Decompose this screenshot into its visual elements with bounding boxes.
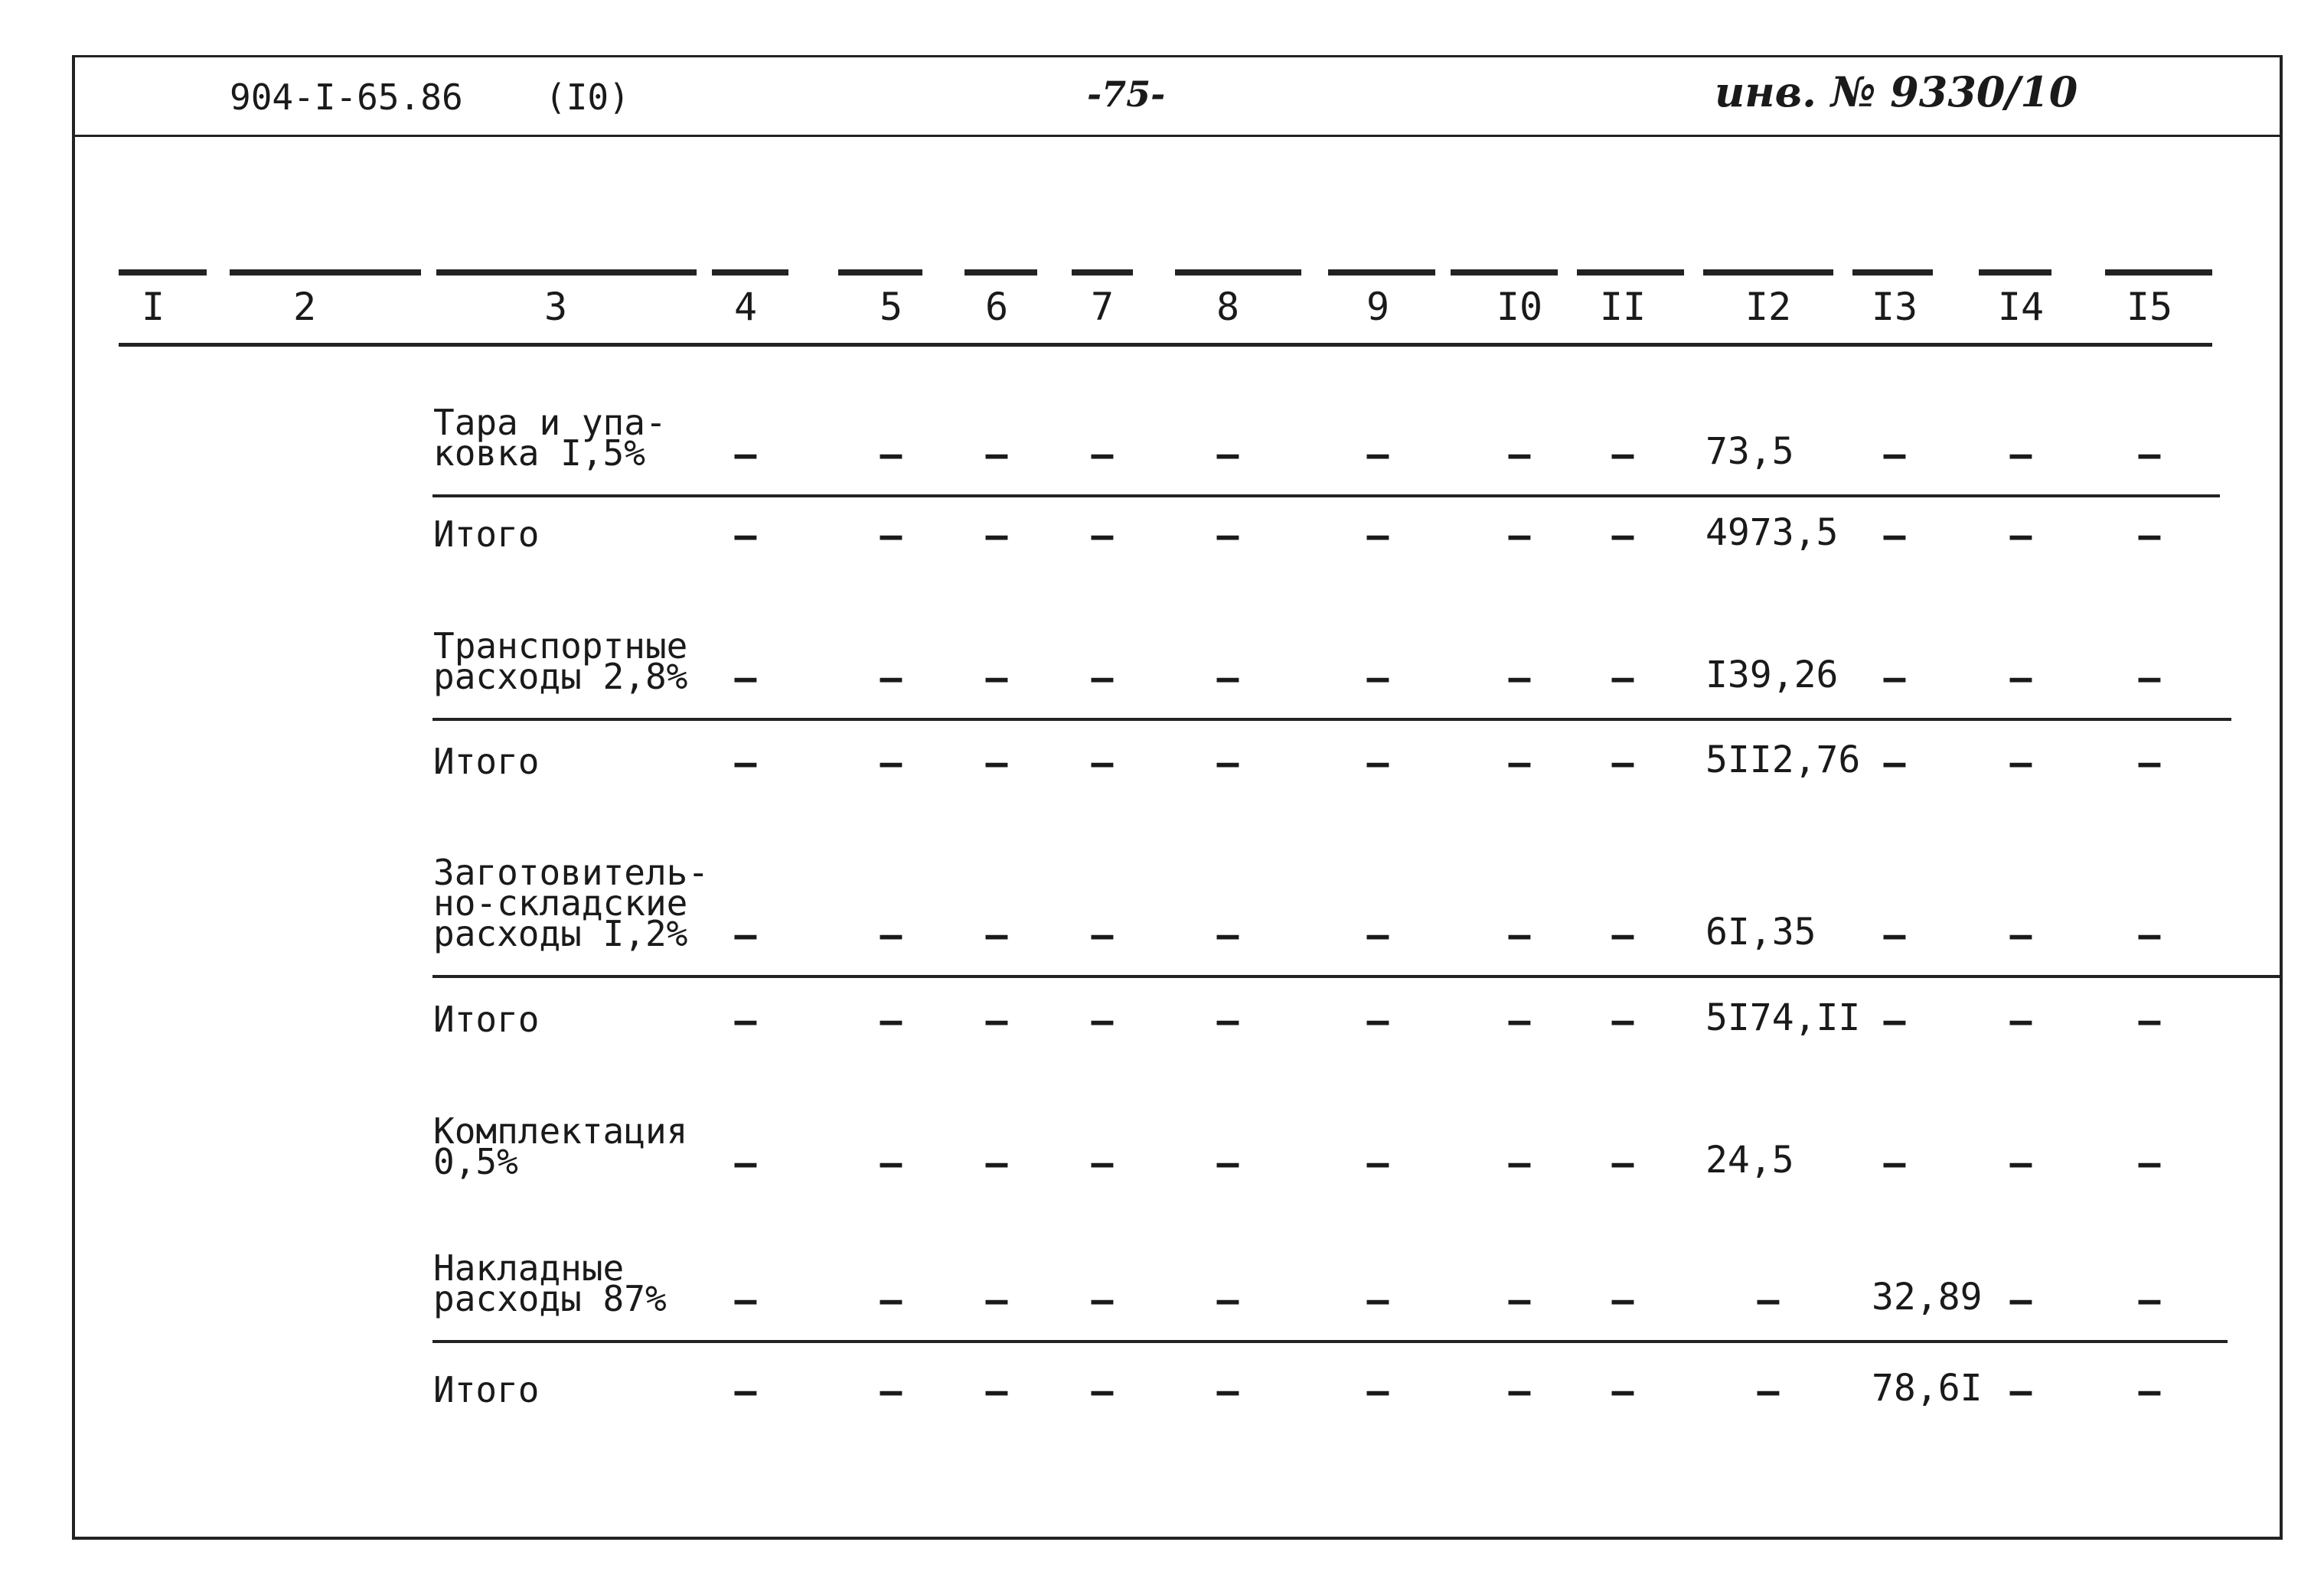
column-header: I3: [1871, 285, 1918, 329]
row-label: Итого: [433, 741, 540, 782]
empty-cell-dash: –: [1611, 914, 1634, 957]
row-label: 0,5%: [433, 1141, 518, 1182]
header-double-rule: [1328, 269, 1435, 275]
cell-value: 5I74,II: [1705, 996, 1861, 1039]
empty-cell-dash: –: [2138, 433, 2161, 476]
column-header-rule: [119, 343, 2212, 347]
empty-cell-dash: –: [734, 514, 757, 557]
empty-cell-dash: –: [2009, 433, 2032, 476]
column-header: 2: [292, 285, 317, 329]
empty-cell-dash: –: [1366, 1279, 1389, 1322]
empty-cell-dash: –: [1883, 742, 1906, 784]
empty-cell-dash: –: [1883, 657, 1906, 699]
empty-cell-dash: –: [1216, 433, 1239, 476]
empty-cell-dash: –: [880, 914, 903, 957]
empty-cell-dash: –: [1216, 1142, 1239, 1185]
header-double-rule: [1072, 269, 1133, 275]
empty-cell-dash: –: [1508, 514, 1531, 557]
empty-cell-dash: –: [1508, 742, 1531, 784]
row-label: Итого: [433, 513, 540, 555]
empty-cell-dash: –: [1883, 999, 1906, 1042]
row-separator: [432, 718, 2231, 721]
empty-cell-dash: –: [1091, 742, 1114, 784]
empty-cell-dash: –: [2138, 742, 2161, 784]
empty-cell-dash: –: [1216, 914, 1239, 957]
empty-cell-dash: –: [1611, 742, 1634, 784]
empty-cell-dash: –: [1366, 514, 1389, 557]
empty-cell-dash: –: [2009, 914, 2032, 957]
empty-cell-dash: –: [734, 999, 757, 1042]
row-separator: [432, 1340, 2228, 1343]
empty-cell-dash: –: [985, 1279, 1008, 1322]
row-label: расходы I,2%: [433, 913, 688, 954]
empty-cell-dash: –: [2009, 514, 2032, 557]
page-number: -75-: [1087, 73, 1166, 115]
empty-cell-dash: –: [880, 433, 903, 476]
header-double-rule: [712, 269, 788, 275]
header-double-rule: [2105, 269, 2212, 275]
empty-cell-dash: –: [2009, 657, 2032, 699]
row-label: Тара и упа-: [433, 402, 667, 443]
empty-cell-dash: –: [1883, 433, 1906, 476]
empty-cell-dash: –: [1611, 1279, 1634, 1322]
row-label: Комплектация: [433, 1110, 688, 1152]
empty-cell-dash: –: [1366, 742, 1389, 784]
empty-cell-dash: –: [1611, 433, 1634, 476]
empty-cell-dash: –: [1091, 1142, 1114, 1185]
row-separator: [432, 494, 2220, 497]
empty-cell-dash: –: [1216, 999, 1239, 1042]
empty-cell-dash: –: [1508, 657, 1531, 699]
empty-cell-dash: –: [880, 1279, 903, 1322]
column-header: I4: [1997, 285, 2045, 329]
row-label: расходы 2,8%: [433, 656, 688, 697]
empty-cell-dash: –: [2009, 1142, 2032, 1185]
cell-value: 73,5: [1705, 430, 1794, 473]
empty-cell-dash: –: [1091, 433, 1114, 476]
empty-cell-dash: –: [1216, 657, 1239, 699]
empty-cell-dash: –: [734, 1279, 757, 1322]
empty-cell-dash: –: [1508, 1279, 1531, 1322]
header-double-rule: [1175, 269, 1301, 275]
empty-cell-dash: –: [1611, 1142, 1634, 1185]
empty-cell-dash: –: [734, 1142, 757, 1185]
empty-cell-dash: –: [2009, 742, 2032, 784]
empty-cell-dash: –: [880, 742, 903, 784]
empty-cell-dash: –: [1216, 1370, 1239, 1413]
cell-value: 24,5: [1705, 1139, 1794, 1182]
header-double-rule: [119, 269, 207, 275]
empty-cell-dash: –: [985, 999, 1008, 1042]
empty-cell-dash: –: [1883, 514, 1906, 557]
empty-cell-dash: –: [734, 742, 757, 784]
cell-value: 32,89: [1872, 1276, 1983, 1319]
empty-cell-dash: –: [1508, 999, 1531, 1042]
row-label: расходы 87%: [433, 1278, 667, 1319]
empty-cell-dash: –: [1366, 657, 1389, 699]
empty-cell-dash: –: [880, 1370, 903, 1413]
empty-cell-dash: –: [1091, 657, 1114, 699]
inventory-number: инв. № 9330/10: [1715, 67, 2078, 116]
document-code: 904-I-65.86: [230, 77, 463, 118]
header-double-rule: [1979, 269, 2051, 275]
column-header: I: [141, 285, 165, 329]
empty-cell-dash: –: [2138, 1142, 2161, 1185]
header-double-rule: [436, 269, 697, 275]
empty-cell-dash: –: [985, 514, 1008, 557]
empty-cell-dash: –: [2009, 999, 2032, 1042]
header-double-rule: [965, 269, 1037, 275]
column-header: I5: [2126, 285, 2173, 329]
header-rule: [72, 135, 2283, 137]
empty-cell-dash: –: [985, 1142, 1008, 1185]
empty-cell-dash: –: [985, 657, 1008, 699]
empty-cell-dash: –: [734, 433, 757, 476]
empty-cell-dash: –: [985, 742, 1008, 784]
column-header: 3: [543, 285, 568, 329]
empty-cell-dash: –: [2138, 1279, 2161, 1322]
column-header: 8: [1216, 285, 1240, 329]
empty-cell-dash: –: [1508, 914, 1531, 957]
empty-cell-dash: –: [985, 1370, 1008, 1413]
empty-cell-dash: –: [880, 999, 903, 1042]
row-label: но-складские: [433, 882, 688, 924]
empty-cell-dash: –: [2138, 657, 2161, 699]
row-label: Итого: [433, 999, 540, 1040]
empty-cell-dash: –: [2138, 514, 2161, 557]
column-header: 7: [1090, 285, 1115, 329]
row-label: ковка I,5%: [433, 432, 645, 474]
empty-cell-dash: –: [1216, 1279, 1239, 1322]
empty-cell-dash: –: [1091, 1279, 1114, 1322]
header-double-rule: [838, 269, 922, 275]
header-double-rule: [1703, 269, 1833, 275]
empty-cell-dash: –: [2009, 1370, 2032, 1413]
row-label: Итого: [433, 1369, 540, 1410]
empty-cell-dash: –: [734, 657, 757, 699]
empty-cell-dash: –: [1508, 1370, 1531, 1413]
column-header: 9: [1366, 285, 1390, 329]
empty-cell-dash: –: [880, 1142, 903, 1185]
empty-cell-dash: –: [1091, 914, 1114, 957]
empty-cell-dash: –: [2009, 1279, 2032, 1322]
empty-cell-dash: –: [1611, 657, 1634, 699]
cell-value: I39,26: [1705, 654, 1839, 696]
empty-cell-dash: –: [1366, 1370, 1389, 1413]
cell-value: 6I,35: [1705, 911, 1816, 954]
row-label: Транспортные: [433, 625, 688, 667]
empty-cell-dash: –: [1366, 1142, 1389, 1185]
empty-cell-dash: –: [1508, 433, 1531, 476]
empty-cell-dash: –: [1883, 914, 1906, 957]
sheet-reference: (I0): [545, 77, 630, 118]
empty-cell-dash: –: [1366, 999, 1389, 1042]
column-header: I2: [1745, 285, 1792, 329]
empty-cell-dash: –: [1366, 433, 1389, 476]
empty-cell-dash: –: [1757, 1370, 1780, 1413]
empty-cell-dash: –: [1611, 999, 1634, 1042]
empty-cell-dash: –: [1611, 1370, 1634, 1413]
empty-cell-dash: –: [1508, 1142, 1531, 1185]
header-double-rule: [230, 269, 421, 275]
header-double-rule: [1451, 269, 1558, 275]
column-header: II: [1599, 285, 1647, 329]
empty-cell-dash: –: [1883, 1142, 1906, 1185]
header-double-rule: [1852, 269, 1933, 275]
column-header: 4: [733, 285, 758, 329]
empty-cell-dash: –: [985, 433, 1008, 476]
column-header: 5: [879, 285, 903, 329]
empty-cell-dash: –: [2138, 914, 2161, 957]
row-separator: [432, 975, 2283, 978]
cell-value: 4973,5: [1705, 511, 1839, 554]
empty-cell-dash: –: [880, 657, 903, 699]
empty-cell-dash: –: [734, 914, 757, 957]
empty-cell-dash: –: [1611, 514, 1634, 557]
empty-cell-dash: –: [1091, 1370, 1114, 1413]
empty-cell-dash: –: [880, 514, 903, 557]
empty-cell-dash: –: [2138, 1370, 2161, 1413]
empty-cell-dash: –: [985, 914, 1008, 957]
cell-value: 78,6I: [1872, 1367, 1983, 1410]
empty-cell-dash: –: [1757, 1279, 1780, 1322]
empty-cell-dash: –: [1216, 742, 1239, 784]
empty-cell-dash: –: [734, 1370, 757, 1413]
row-label: Заготовитель-: [433, 852, 710, 893]
empty-cell-dash: –: [1091, 999, 1114, 1042]
cell-value: 5II2,76: [1705, 738, 1861, 781]
empty-cell-dash: –: [1091, 514, 1114, 557]
column-header: 6: [984, 285, 1009, 329]
empty-cell-dash: –: [1216, 514, 1239, 557]
empty-cell-dash: –: [2138, 999, 2161, 1042]
header-double-rule: [1577, 269, 1684, 275]
row-label: Накладные: [433, 1247, 625, 1289]
column-header: I0: [1496, 285, 1543, 329]
empty-cell-dash: –: [1366, 914, 1389, 957]
